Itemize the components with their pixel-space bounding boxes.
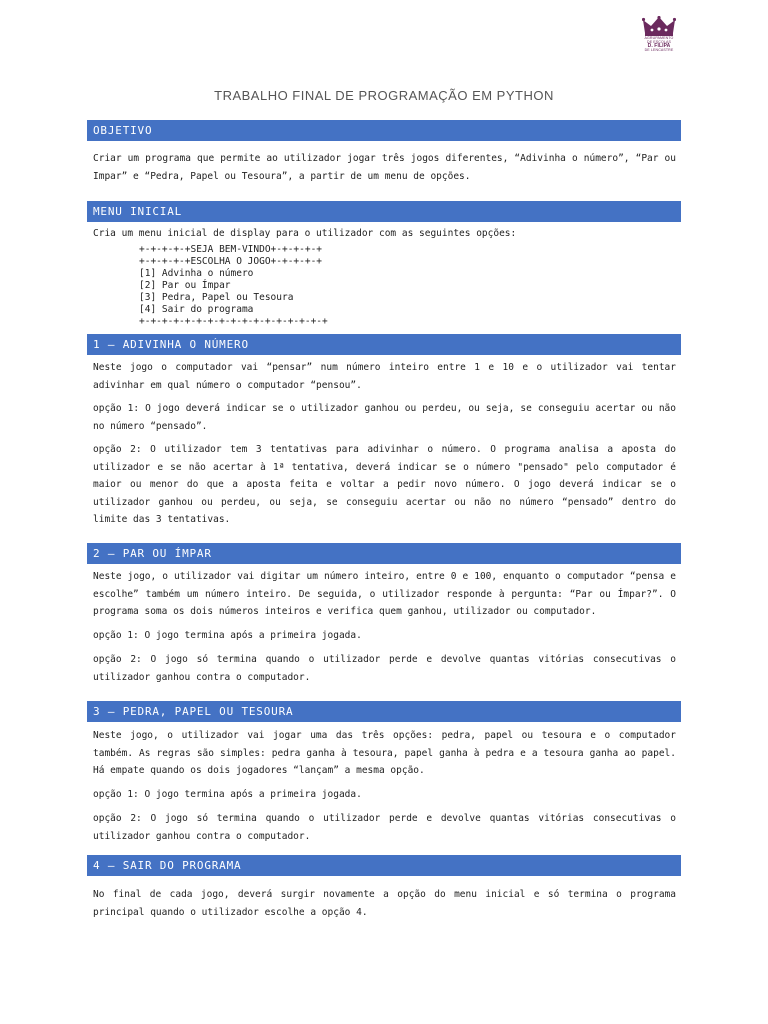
crown-icon	[642, 16, 676, 36]
document-title: TRABALHO FINAL DE PROGRAMAÇÃO EM PYTHON	[214, 88, 554, 103]
pedra-papel-option-1: opção 1: O jogo termina após a primeira jogada.	[93, 789, 362, 800]
logo-line: AGRUPAMENTO	[644, 36, 674, 40]
school-logo	[636, 16, 682, 62]
section-heading-par-impar: 2 – PAR OU ÍMPAR	[87, 543, 681, 564]
par-impar-paragraph: Neste jogo, o utilizador vai digitar um número inteiro, entre 0 e 100, enquanto o computador “pensa e escolhe” também um número inteiro. De seguida, o utilizador responde à pergunta: “Par ou Ímpar?”. O programa soma os dois números inteiros e verifica quem ganhou, utilizador ou computador.	[93, 571, 676, 617]
section-heading-sair: 4 – SAIR DO PROGRAMA	[87, 855, 681, 876]
par-impar-option-2: opção 2: O jogo só termina quando o utilizador perde e devolve quantas vitórias consecutivas o utilizador ganhou contra o computador.	[93, 654, 676, 683]
pedra-papel-option-2: opção 2: O jogo só termina quando o utilizador perde e devolve quantas vitórias consecutivas o utilizador ganhou contra o computador.	[93, 813, 676, 842]
sair-paragraph: No final de cada jogo, deverá surgir novamente a opção do menu inicial e só termina o programa principal quando o utilizador escolhe a opção 4.	[93, 889, 676, 918]
objetivo-text: Criar um programa que permite ao utilizador jogar três jogos diferentes, “Adivinha o número”, “Par ou Impar” e “Pedra, Papel ou Tesoura”, a partir de um menu de opções.	[93, 153, 676, 182]
menu-line: [1] Advinha o número	[139, 268, 254, 279]
menu-line: +-+-+-+-+-+-+-+-+-+-+-+-+-+-+-+-+	[139, 316, 328, 327]
adivinha-option-2: opção 2: O utilizador tem 3 tentativas para adivinhar o número. O programa analisa a aposta do utilizador e se não acertar à 1ª tentativa, deverá indicar se o número "pensado" pelo computador é maior ou menor do que a aposta feita e voltar a pedir novo número. O jogo deverá indicar se o utilizador ganhou ou perdeu, ou seja, se conseguiu acertar ou não no número “pensado” dentro do limite das 3 tentativas.	[93, 444, 676, 525]
adivinha-option-1: opção 1: O jogo deverá indicar se o utilizador ganhou ou perdeu, ou seja, se conseguiu acertar ou não no número “pensado”.	[93, 403, 676, 432]
menu-line: [2] Par ou Ímpar	[139, 280, 231, 291]
section-heading-menu: MENU INICIAL	[87, 201, 681, 222]
menu-line: [4] Sair do programa	[139, 304, 254, 315]
logo-line: D. FILIPA	[647, 43, 671, 49]
pedra-papel-paragraph: Neste jogo, o utilizador vai jogar uma das três opções: pedra, papel ou tesoura e o computador também. As regras são simples: pedra ganha à tesoura, papel ganha à pedra e a tesoura ganha ao papel. Há empate quando os dois jogadores “lançam” a mesma opção.	[93, 730, 676, 776]
menu-line: [3] Pedra, Papel ou Tesoura	[139, 292, 294, 303]
par-impar-option-1: opção 1: O jogo termina após a primeira jogada.	[93, 630, 362, 641]
menu-intro: Cria um menu inicial de display para o utilizador com as seguintes opções:	[93, 228, 517, 239]
section-heading-objetivo: OBJETIVO	[87, 120, 681, 141]
section-heading-pedra-papel: 3 – PEDRA, PAPEL OU TESOURA	[87, 701, 681, 722]
menu-line: +-+-+-+-+ESCOLHA O JOGO+-+-+-+-+	[139, 256, 323, 267]
menu-listing	[139, 244, 328, 328]
logo-line: DE ESCOLAS	[647, 40, 671, 44]
section-heading-adivinha: 1 – ADIVINHA O NÚMERO	[87, 334, 681, 355]
adivinha-paragraph: Neste jogo o computador vai “pensar” num número inteiro entre 1 e 10 e o utilizador vai tentar adivinhar em qual número o computador “pensou”.	[93, 362, 676, 391]
menu-line: +-+-+-+-+SEJA BEM-VINDO+-+-+-+-+	[139, 244, 323, 255]
logo-line: DE LENCASTRE	[644, 48, 674, 52]
